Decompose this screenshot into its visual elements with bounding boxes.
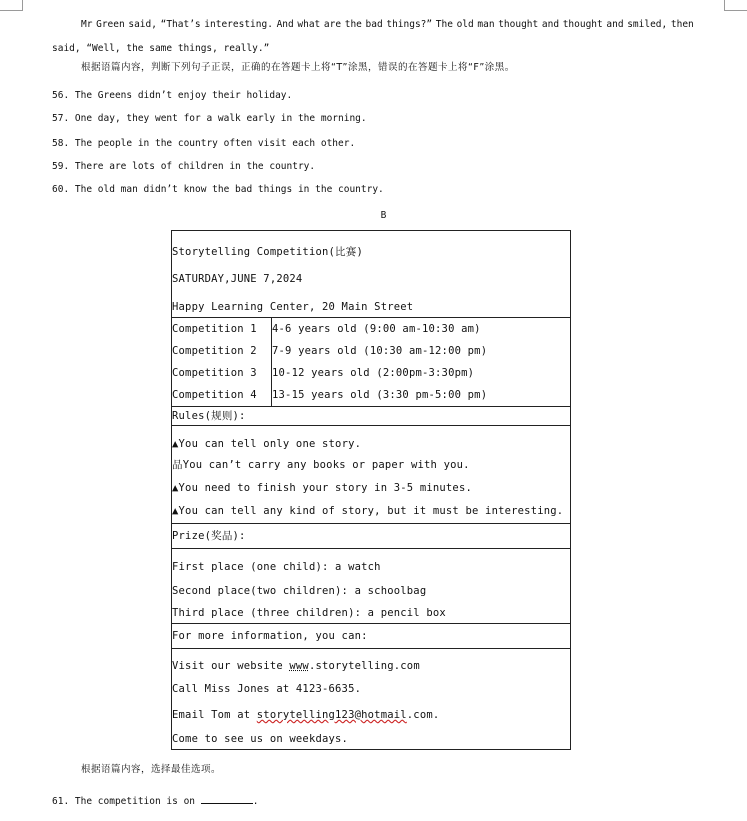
tf-question-57 xyxy=(52,113,367,125)
page-corner-mark-right xyxy=(724,0,747,11)
prizes-row xyxy=(172,549,571,624)
question-number: 59. xyxy=(52,161,70,172)
tf-question-60 xyxy=(52,184,384,196)
rule-item xyxy=(172,504,570,518)
passage-word: old xyxy=(456,19,474,30)
competition-name xyxy=(172,340,272,362)
competition-row-4 xyxy=(172,384,571,407)
rules-cell xyxy=(172,426,571,524)
competition-row-1 xyxy=(172,318,571,341)
question-number: 60. xyxy=(52,184,70,195)
rules-label-cell xyxy=(172,407,571,426)
question-number: 58. xyxy=(52,138,70,149)
competition-name-text: Competition 3 xyxy=(172,367,257,379)
mc-question-61 xyxy=(52,794,258,808)
competition-notice-table xyxy=(171,230,571,750)
passage-word: and xyxy=(541,19,560,30)
passage-word: things?” xyxy=(386,19,433,30)
section-label: B xyxy=(380,210,387,221)
rule-text: You can tell any kind of story, but it must be interesting. xyxy=(178,505,564,517)
contact-call: Call Miss Jones at 4123-6635. xyxy=(172,683,362,695)
question-number: 57. xyxy=(52,113,70,124)
passage-line-2: said, “Well, the same things, really.” xyxy=(52,43,270,54)
competition-detail xyxy=(272,384,571,407)
mc-instruction: 根据语篇内容，选择最佳选项。 xyxy=(81,764,222,775)
passage-word: bad xyxy=(365,19,383,30)
passage-line-1 xyxy=(81,19,694,31)
competition-detail xyxy=(272,318,571,341)
competition-row-2 xyxy=(172,340,571,362)
competition-detail xyxy=(272,340,571,362)
prize-label: Prize(奖品): xyxy=(172,530,246,542)
prize-label-row xyxy=(172,524,571,549)
question-text: One day, they went for a walk early in the morning. xyxy=(74,113,367,124)
triangle-bullet-icon: ▲ xyxy=(172,438,179,450)
email-address[interactable]: storytelling123@hotmail xyxy=(256,709,407,721)
competition-name-text: Competition 1 xyxy=(172,323,257,335)
contact-email xyxy=(172,708,570,722)
email-suffix: .com. xyxy=(406,709,440,721)
competition-name xyxy=(172,318,272,341)
notice-title: Storytelling Competition(比赛) xyxy=(172,246,363,258)
rules-label: Rules(规则): xyxy=(172,410,246,422)
prizes-cell xyxy=(172,549,571,624)
passage-word: smiled, xyxy=(627,19,668,30)
passage-word: And xyxy=(276,19,294,30)
passage-word: “That’s xyxy=(160,19,201,30)
passage-word: are xyxy=(323,19,342,30)
passage-word: man xyxy=(477,19,495,30)
competition-detail-text: 10-12 years old (2:00pm-3:30pm) xyxy=(272,367,475,379)
prize-label-cell xyxy=(172,524,571,549)
notice-date: SATURDAY,JUNE 7,2024 xyxy=(172,273,303,285)
question-end: . xyxy=(252,796,259,807)
rule-text: You need to finish your story in 3-5 minutes. xyxy=(178,482,473,494)
rule-text: You can’t carry any books or paper with you. xyxy=(182,459,470,471)
competition-detail xyxy=(272,362,571,384)
passage-word: and xyxy=(606,19,624,30)
question-text: There are lots of children in the country. xyxy=(74,161,316,172)
question-text: The people in the country often visit each other. xyxy=(74,138,356,149)
question-text: The old man didn’t know the bad things in the country. xyxy=(74,184,384,195)
competition-name xyxy=(172,384,272,407)
passage-word: interesting. xyxy=(204,19,273,30)
tf-question-58 xyxy=(52,138,355,150)
passage-word: thought xyxy=(562,19,603,30)
notice-header-row xyxy=(172,231,571,318)
question-text: The Greens didn’t enjoy their holiday. xyxy=(74,90,293,101)
more-info-label-cell xyxy=(172,624,571,649)
passage-word: thought xyxy=(498,19,539,30)
prize-item: Second place(two children): a schoolbag xyxy=(172,585,427,597)
more-info-label-row xyxy=(172,624,571,649)
competition-name-text: Competition 4 xyxy=(172,389,257,401)
more-info-label: For more information, you can: xyxy=(172,630,368,642)
competition-name-text: Competition 2 xyxy=(172,345,257,357)
competition-detail-text: 7-9 years old (10:30 am-12:00 pm) xyxy=(272,345,488,357)
passage-word: the xyxy=(344,19,362,30)
passage-word: Mr xyxy=(81,19,93,30)
answer-blank xyxy=(201,794,253,804)
contact-row xyxy=(172,649,571,750)
rule-item xyxy=(172,458,570,472)
passage-word: what xyxy=(297,19,321,30)
passage-word: Green xyxy=(96,19,125,30)
prize-item: Third place (three children): a pencil box xyxy=(172,607,446,619)
website-suffix: .storytelling.com xyxy=(308,660,420,672)
tf-question-59 xyxy=(52,161,315,173)
rule-text: You can tell only one story. xyxy=(178,438,362,450)
competition-name xyxy=(172,362,272,384)
notice-header-cell xyxy=(172,231,571,318)
passage-word: then xyxy=(670,19,694,30)
contact-visit: Come to see us on weekdays. xyxy=(172,733,349,745)
rules-row xyxy=(172,426,571,524)
website-link[interactable]: www xyxy=(289,660,309,672)
competition-detail-text: 4-6 years old (9:00 am-10:30 am) xyxy=(272,323,481,335)
notice-place: Happy Learning Center, 20 Main Street xyxy=(172,301,414,313)
rules-label-row xyxy=(172,407,571,426)
glyph-bullet-icon: 品 xyxy=(172,459,183,471)
rule-item xyxy=(172,481,570,495)
question-text: The competition is on xyxy=(74,796,196,807)
contact-cell xyxy=(172,649,571,750)
triangle-bullet-icon: ▲ xyxy=(172,505,179,517)
competition-detail-text: 13-15 years old (3:30 pm-5:00 pm) xyxy=(272,389,488,401)
prize-item: First place (one child): a watch xyxy=(172,561,381,573)
passage-word: said, xyxy=(128,19,157,30)
contact-website xyxy=(172,659,570,673)
website-prefix: Visit our website xyxy=(172,660,290,672)
email-prefix: Email Tom at xyxy=(172,709,257,721)
question-number: 56. xyxy=(52,90,70,101)
page-corner-mark-left xyxy=(0,0,23,11)
triangle-bullet-icon: ▲ xyxy=(172,482,179,494)
rule-item xyxy=(172,437,570,451)
competition-row-3 xyxy=(172,362,571,384)
question-number: 61. xyxy=(52,796,70,807)
tf-question-56 xyxy=(52,90,292,102)
passage-word: The xyxy=(435,19,453,30)
tf-instruction: 根据语篇内容，判断下列句子正误，正确的在答题卡上将“T”涂黑，错误的在答题卡上将“F”涂黑。 xyxy=(81,62,515,73)
